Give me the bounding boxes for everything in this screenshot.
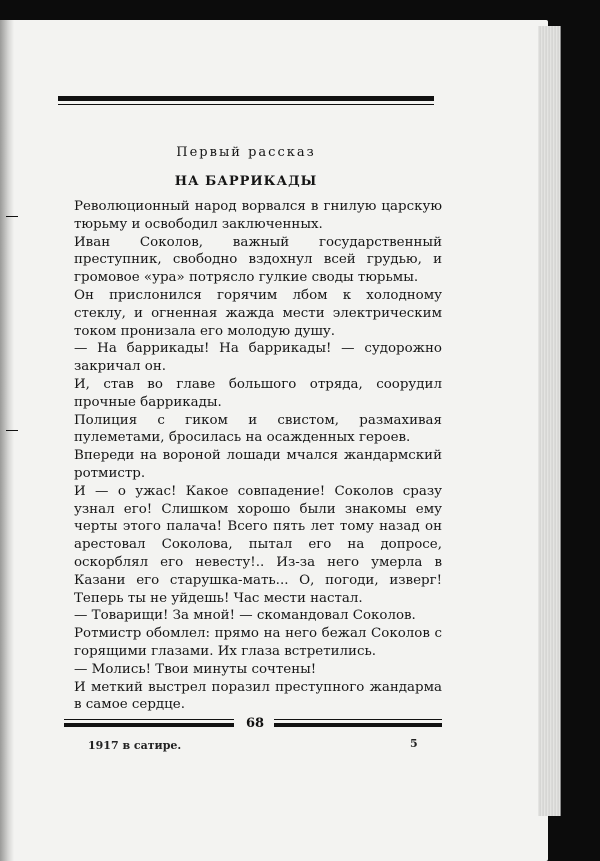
- footer-rule-left-thin: [64, 719, 234, 720]
- footer-rule-left-thick: [64, 723, 234, 727]
- story-kicker: Первый рассказ: [176, 145, 316, 160]
- page-edges: [538, 26, 561, 816]
- signature-number: 5: [410, 737, 418, 750]
- gutter-shadow: [0, 20, 14, 861]
- story-body: [74, 198, 442, 714]
- signature-label: 1917 в сатире.: [88, 739, 182, 752]
- paragraph: И меткий выстрел поразил преступного жандарма в самое сердце.: [74, 679, 442, 713]
- paragraph: Ротмистр обомлел: прямо на него бежал Соколов с горящими глазами. Их глаза встретились.: [74, 626, 442, 659]
- footer-rule-right-thick: [274, 723, 442, 727]
- paragraph: И — о ужас! Какое совпадение! Соколов сразу узнал его! Слишком хорошо были знакомы ему черты этого палача! Всего пять лет тому назад он арестовал Соколова, пытал его на допросе, оскорблял его невесту!.. Из-за него умерла в Казани его старушка-мать... О, погоди, изверг! Теперь ты не уйдешь! Час мести настал.: [74, 483, 442, 606]
- margin-mark-bottom: [6, 430, 18, 431]
- paragraph: Полиция с гиком и свистом, размахивая пулеметами, бросилась на осажденных героев.: [74, 412, 442, 446]
- header-rule-thin: [58, 104, 434, 105]
- story-title: НА БАРРИКАДЫ: [174, 174, 318, 189]
- margin-mark-top: [6, 216, 18, 217]
- paragraph: Впереди на вороной лошади мчался жандармский ротмистр.: [74, 448, 442, 481]
- header-rule-thick: [58, 96, 434, 101]
- paragraph: — Товарищи! За мной! — скомандовал Соколов.: [74, 608, 416, 624]
- paragraph: — На баррикады! На баррикады! — судорожно закричал он.: [74, 341, 442, 375]
- footer-rule-right-thin: [274, 719, 442, 720]
- page-number: 68: [245, 716, 265, 731]
- paragraph: Он прислонился горячим лбом к холодному стеклу, и огненная жажда мести электрическим током пронизала его молодую душу.: [74, 287, 442, 339]
- paragraph: И, став во главе большого отряда, соорудил прочные баррикады.: [74, 376, 442, 410]
- paragraph: — Молись! Твои минуты сочтены!: [74, 661, 317, 677]
- paragraph: Иван Соколов, важный государственный преступник, свободно вздохнул всей грудью, и громовое «ура» потрясло гулкие своды тюрьмы.: [74, 234, 442, 286]
- paragraph: Революционный народ ворвался в гнилую царскую тюрьму и освободил заключенных.: [74, 199, 442, 232]
